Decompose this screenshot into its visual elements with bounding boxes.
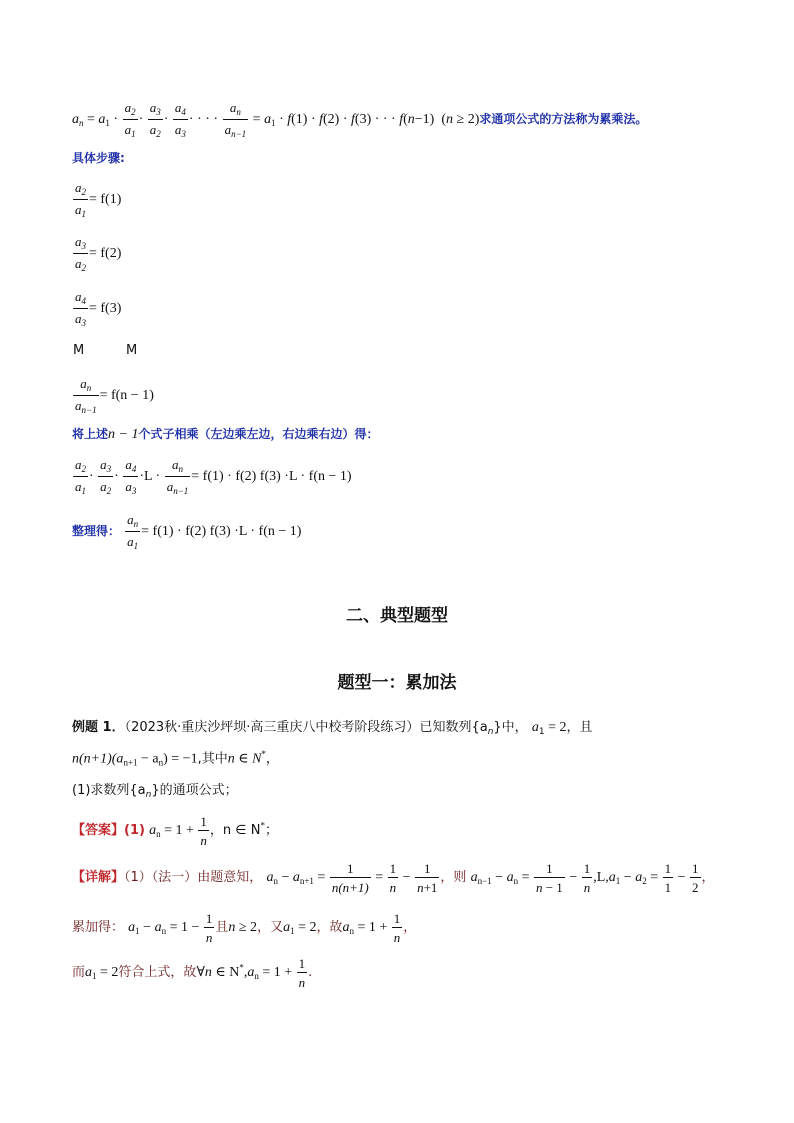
product-rhs: = f(1) · f(2) f(3) ·L · f(n − 1): [191, 469, 352, 485]
step-equation-3-rhs: = f(3): [89, 301, 122, 317]
step-equation-2-rhs: = f(2): [89, 246, 122, 262]
step-equation-1: $\frac{a_2}{a_1}$ = f(1): [75, 180, 122, 219]
intro-formula: $a_n = a_1$ · $\frac{a_2}{a_1}$ · $\frac{a_3}{a_2}$ · $\frac{a_4}{a_3}$ · · · · $\frac{a_n}{a_{n-1}}$ = $a_1 \cdot f(1) \cdot f(2) \cdot f(3)$ · · · f(n−1) (n ≥ 2)求通项公式的方法称为累乘法。: [72, 100, 648, 139]
step-equation-n-rhs: = f(n − 1): [99, 388, 154, 404]
example-statement-line-2: $n(n+1)(a_{n+1} - a_n) = -1$,其中n ∈ N*，: [72, 749, 279, 768]
detail-end: ，: [701, 870, 715, 886]
final-text: 符合上式，故: [118, 965, 197, 981]
multiply-instruction: [72, 428, 378, 442]
sum-line: 累加得： $a_1 - a_n = 1$ − $\frac{1}{n}$ 且n ≥ 2，又$a_1 = 2$，故$a_n = 1$ + $\frac{1}{n}$ ，: [72, 911, 417, 945]
answer-number: (1): [124, 823, 145, 839]
multiply-count: n − 1: [108, 427, 139, 442]
section-title: 二、典型题型: [346, 606, 448, 626]
detail-intro: （1）（法一）由题意知，: [124, 870, 263, 886]
intro-formula-tail: 求通项公式的方法称为累乘法。: [479, 112, 648, 127]
product-dots: ·L ·: [139, 469, 161, 485]
answer-domain: ，n ∈ N: [209, 823, 261, 839]
sum-text-1: 且: [215, 920, 229, 936]
question-1-tail: }的通项公式；: [151, 783, 238, 798]
section-subtitle: 题型一：累加法: [337, 673, 457, 693]
final-line: 而$a_1 = 2$符合上式，故∀n ∈ $N^*,a_n = 1$ + $\frac{1}{n}$ .: [72, 956, 313, 990]
step-equation-n: $\frac{a_n}{a_{n-1}}$ = f(n − 1): [75, 376, 154, 415]
simplify-label: 整理得：: [72, 524, 121, 539]
example-statement-1c: ，且: [566, 720, 593, 735]
answer-tag: 【答案】: [72, 823, 125, 839]
multiply-pre: 将上述: [72, 427, 109, 441]
example-statement-2d: ,其中: [197, 751, 228, 767]
question-1-text: (1)求数列{a: [72, 783, 146, 798]
detail-line: 【详解】（1）（法一）由题意知， $a_n - a_{n+1}$ = $\frac{1}{n(n+1)}$ = $\frac{1}{n}$ − $\frac{1}{n+1}$ ，则 $a_{n-1} - a_n$ = $\frac{1}{n - 1}$ − $\frac{1}{n}$ $,L,a_1 - a_2$ = $\frac{1}{1}$ − $\frac{1}{2}$ ，: [72, 861, 715, 895]
step-equation-1-rhs: = f(1): [89, 192, 122, 208]
step-equation-2: $\frac{a_3}{a_2}$ = f(2): [75, 234, 122, 273]
step-equation-3: $\frac{a_4}{a_3}$ = f(3): [75, 289, 122, 328]
product-equation: $\frac{a_2}{a_1}$ · $\frac{a_3}{a_2}$ · $\frac{a_4}{a_3}$ ·L · $\frac{a_n}{a_{n-1}}$ = f(1) · f(2) f(3) ·L · f(n − 1): [75, 457, 352, 496]
example-statement-2e: n ∈ N: [227, 751, 262, 767]
example-label: 例题 1．: [72, 720, 125, 735]
final-pre: 而: [72, 965, 86, 981]
detail-tag: 【详解】: [72, 870, 125, 886]
answer-expr-mid: = 1 +: [160, 823, 198, 839]
final-end: .: [308, 965, 313, 981]
example-statement-2c: ) = −1: [163, 751, 198, 767]
steps-label: 具体步骤:: [72, 151, 125, 165]
a1-symbol: a: [531, 720, 539, 735]
example-source: （2023秋·重庆沙坪坝·高三重庆八中校考阶段练习）: [124, 720, 420, 735]
question-1: (1)求数列$\{a_n\}$的通项公式；: [72, 783, 238, 800]
example-statement-2b: − a: [137, 751, 159, 767]
simplify-equation: 整理得： $\frac{a_n}{a_1}$ = f(1) · f(2) f(3) ·L · f(n − 1): [72, 512, 302, 551]
vdots-right: M: [126, 343, 138, 358]
sum-text-2: ，又: [257, 920, 284, 936]
answer-line: 【答案】(1) $a_n = 1$ + $\frac{1}{n}$ ，n ∈ N*；: [72, 814, 278, 848]
example-statement-1: 已知数列{a: [419, 720, 488, 735]
multiply-post: 个式子相乘（左边乘左边，右边乘右边）得：: [138, 427, 379, 441]
vdots-left: M: [73, 343, 85, 358]
detail-dots: L: [596, 870, 606, 886]
answer-expr: a: [149, 823, 157, 839]
answer-end: ；: [264, 823, 278, 839]
example-statement-1b: }中，: [493, 720, 528, 735]
sum-text-3: ，故: [316, 920, 343, 936]
example-statement-2: n(n+1)(a: [72, 751, 124, 767]
example-statement-line-1: 例题 1．（2023秋·重庆沙坪坝·高三重庆八中校考阶段练习）已知数列$\{a_n\}$中， $a_1 = 2$，且: [72, 720, 593, 737]
a1-value: = 2: [544, 720, 567, 735]
simplify-rhs: = f(1) · f(2) f(3) ·L · f(n − 1): [141, 524, 302, 540]
detail-then: ，则: [440, 870, 467, 886]
sum-label: 累加得：: [72, 920, 125, 936]
